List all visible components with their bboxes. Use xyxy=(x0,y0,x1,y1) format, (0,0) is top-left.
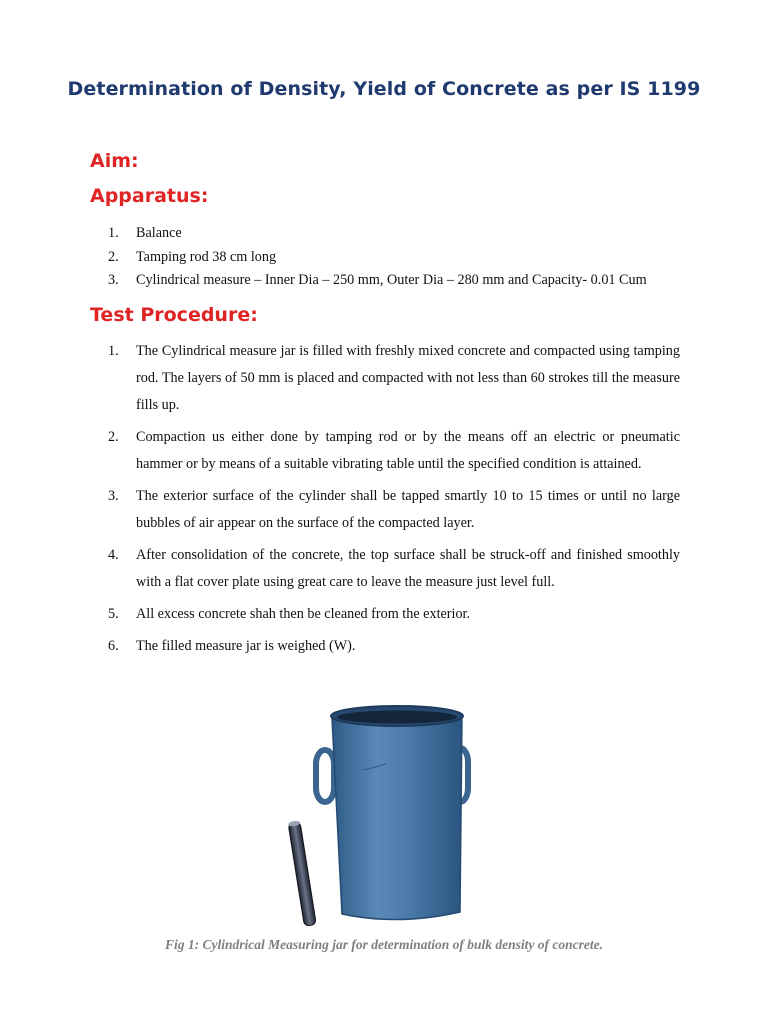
list-item xyxy=(108,424,680,478)
list-number: 3. xyxy=(108,272,119,288)
list-number: 6. xyxy=(108,638,119,654)
list-text: The Cylindrical measure jar is filled with freshly mixed concrete and compacted using tamping rod. The layers of 50 mm is placed and compacted with not less than 60 strokes till the measure fills up. xyxy=(136,343,680,413)
list-text: All excess concrete shah then be cleaned from the exterior. xyxy=(136,606,471,622)
figure-caption: Fig 1: Cylindrical Measuring jar for determination of bulk density of concrete. xyxy=(164,937,603,952)
list-item xyxy=(108,222,680,246)
list-text: The filled measure jar is weighed (W). xyxy=(136,638,356,654)
list-text: Balance xyxy=(136,225,182,241)
apparatus-list xyxy=(108,222,680,293)
list-number: 1. xyxy=(108,225,119,241)
list-number: 3. xyxy=(108,488,119,504)
list-text: The exterior surface of the cylinder shall be tapped smartly 10 to 15 times or until no large bubbles of air appear on the surface of the compacted layer. xyxy=(136,488,680,531)
list-text: Tamping rod 38 cm long xyxy=(136,248,277,265)
list-item xyxy=(108,269,680,293)
list-item xyxy=(108,542,680,596)
apparatus-heading: Apparatus: xyxy=(90,185,209,207)
list-number: 1. xyxy=(108,343,119,359)
list-text: Compaction us either done by tamping rod or by the means off an electric or pneumatic hammer or by means of a suitable vibrating table until the specified condition is attained. xyxy=(136,429,680,472)
aim-heading: Aim: xyxy=(90,150,139,172)
procedure-list xyxy=(108,338,680,665)
tamping-rod xyxy=(288,820,316,926)
procedure-heading: Test Procedure: xyxy=(90,304,258,326)
measuring-jar-illustration xyxy=(276,700,496,932)
list-text: Cylindrical measure – Inner Dia – 250 mm, Outer Dia – 280 mm and Capacity- 0.01 Cum xyxy=(136,272,647,288)
document-title: Determination of Density, Yield of Concrete as per IS 1199 xyxy=(67,78,701,100)
measuring-jar-figure xyxy=(276,700,496,932)
list-item xyxy=(108,601,680,628)
list-item xyxy=(108,633,680,660)
left-handle xyxy=(316,750,334,802)
list-number: 2. xyxy=(108,429,119,445)
list-item xyxy=(108,246,680,270)
list-number: 2. xyxy=(108,248,119,265)
list-item xyxy=(108,338,680,419)
list-number: 4. xyxy=(108,547,119,563)
jar-body xyxy=(332,714,462,920)
list-number: 5. xyxy=(108,606,119,622)
list-text: After consolidation of the concrete, the top surface shall be struck-off and finished smoothly with a flat cover plate using great care to leave the measure just level full. xyxy=(136,547,680,590)
list-item xyxy=(108,483,680,537)
